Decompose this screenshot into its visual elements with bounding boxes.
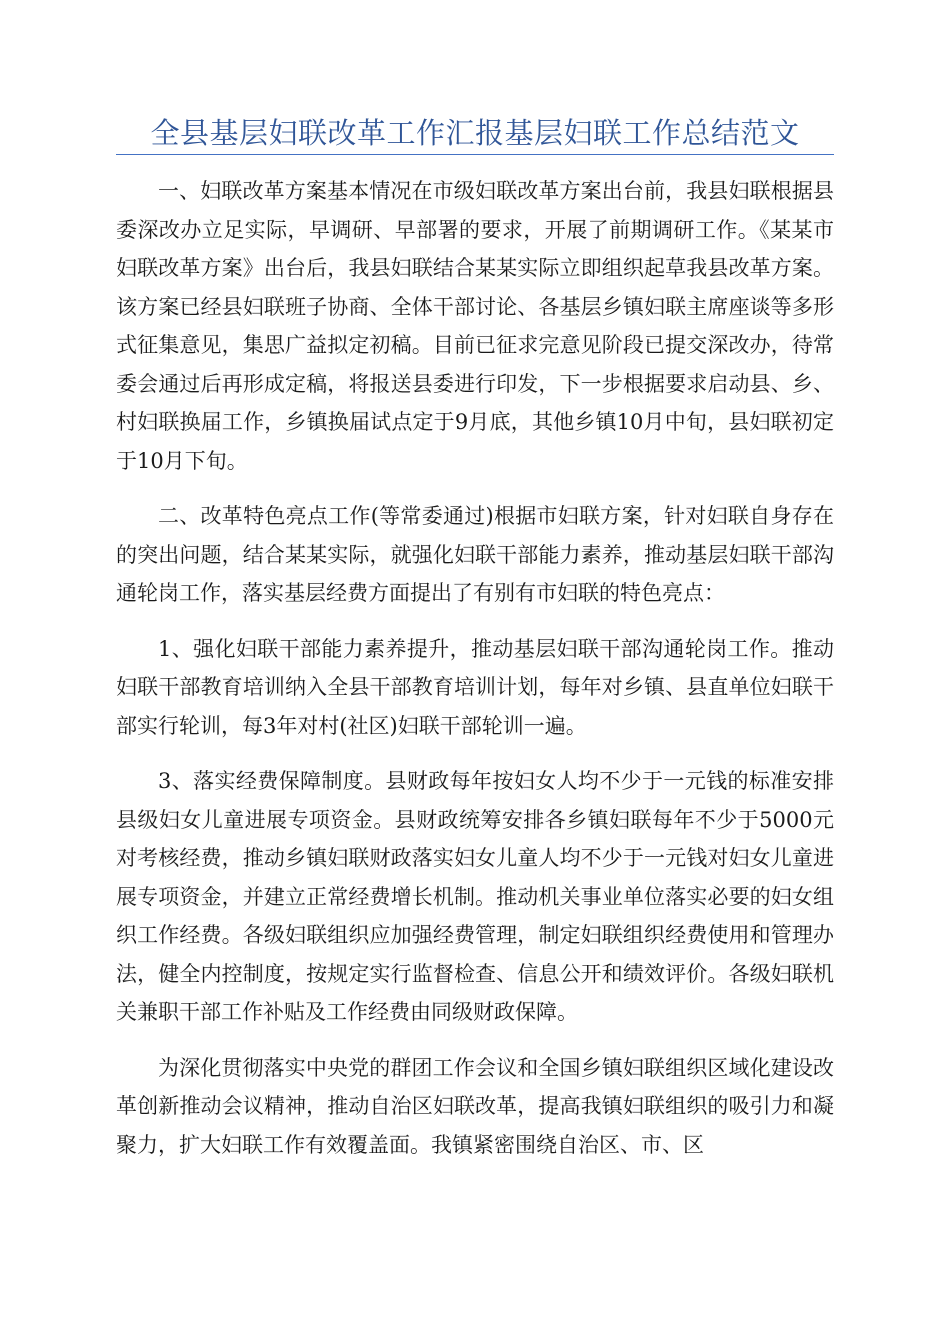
paragraph-cadre-training: 1、强化妇联干部能力素养提升，推动基层妇联干部沟通轮岗工作。推动妇联干部教育培训纳入全县干部教育培训计划，每年对乡镇、县直单位妇联干部实行轮训，每3年对村(社区)妇联干部轮训一遍。: [116, 636, 834, 738]
paragraph-funding-guarantee: 3、落实经费保障制度。县财政每年按妇女人均不少于一元钱的标准安排县级妇女儿童进展专项资金。县财政统筹安排各乡镇妇联每年不少于5000元对考核经费，推动乡镇妇联财政落实妇女儿童人均不少于一元钱对妇女儿童进展专项资金，并建立正常经费增长机制。推动机关事业单位落实必要的妇女组织工作经费。各级妇联组织应加强经费管理，制定妇联组织经费使用和管理办法，健全内控制度，按规定实行监督检查、信息公开和绩效评价。各级妇联机关兼职干部工作补贴及工作经费由同级财政保障。: [116, 769, 834, 1024]
paragraph-reform-highlights: 二、改革特色亮点工作(等常委通过)根据市妇联方案，针对妇联自身存在的突出问题，结合某某实际，就强化妇联干部能力素养，推动基层妇联干部沟通轮岗工作，落实基层经费方面提出了有别有市妇联的特色亮点：: [116, 504, 834, 605]
paragraph-deepen-implementation: 为深化贯彻落实中央党的群团工作会议和全国乡镇妇联组织区域化建设改革创新推动会议精神，推动自治区妇联改革，提高我镇妇联组织的吸引力和凝聚力，扩大妇联工作有效覆盖面。我镇紧密围绕自治区、市、区: [116, 1055, 834, 1157]
paragraph-reform-status: 一、妇联改革方案基本情况在市级妇联改革方案出台前，我县妇联根据县委深改办立足实际，早调研、早部署的要求，开展了前期调研工作。《某某市妇联改革方案》出台后，我县妇联结合某某实际立即组织起草我县改革方案。该方案已经县妇联班子协商、全体干部讨论、各基层乡镇妇联主席座谈等多形式征集意见，集思广益拟定初稿。目前已征求完意见阶段已提交深改办，待常委会通过后再形成定稿，将报送县委进行印发，下一步根据要求启动县、乡、村妇联换届工作，乡镇换届试点定于9月底，其他乡镇10月中旬，县妇联初定于10月下旬。: [116, 179, 834, 473]
title-underline: [116, 154, 834, 155]
document-title: 全县基层妇联改革工作汇报基层妇联工作总结范文: [150, 116, 800, 150]
document-body: [116, 172, 834, 1181]
